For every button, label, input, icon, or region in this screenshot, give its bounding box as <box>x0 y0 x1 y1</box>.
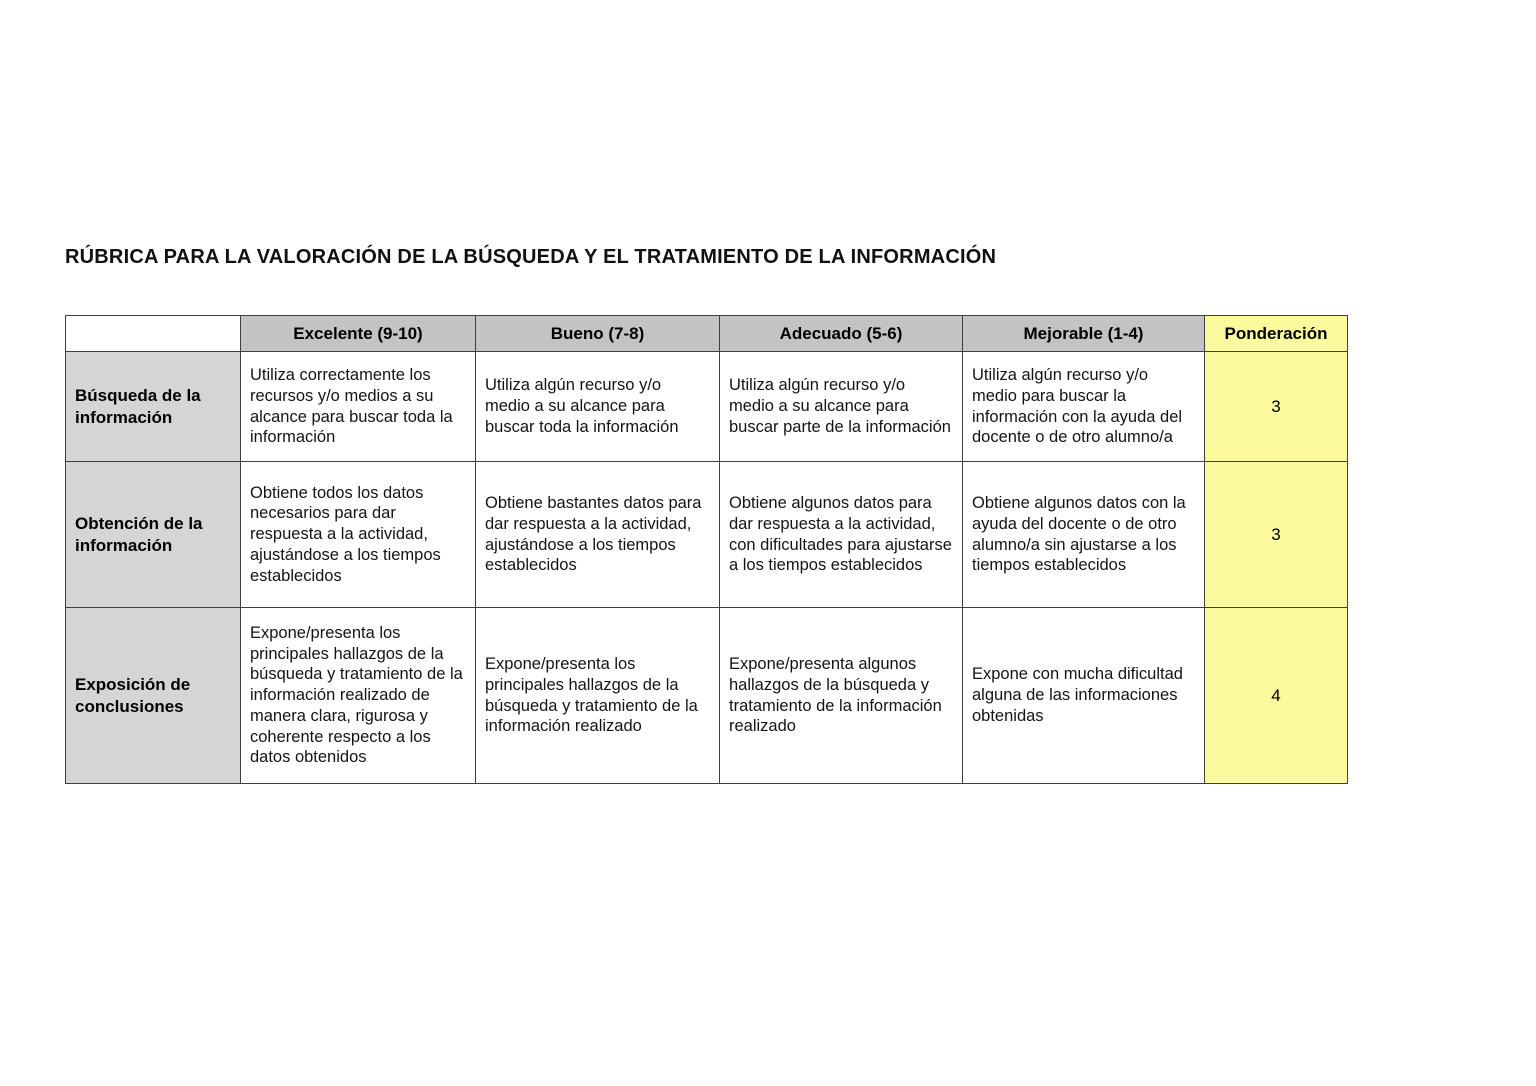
cell-obtencion-excelente: Obtiene todos los datos necesarios para dar respuesta a la actividad, ajustándose a los tiempos establecidos <box>241 462 476 608</box>
column-header-excelente: Excelente (9-10) <box>241 316 476 352</box>
cell-busqueda-mejorable: Utiliza algún recurso y/o medio para buscar la información con la ayuda del docente o de otro alumno/a <box>963 352 1205 462</box>
cell-busqueda-ponderacion: 3 <box>1205 352 1348 462</box>
cell-busqueda-bueno: Utiliza algún recurso y/o medio a su alcance para buscar toda la información <box>476 352 720 462</box>
cell-busqueda-excelente: Utiliza correctamente los recursos y/o medios a su alcance para buscar toda la información <box>241 352 476 462</box>
column-header-adecuado: Adecuado (5-6) <box>720 316 963 352</box>
cell-exposicion-excelente: Expone/presenta los principales hallazgos de la búsqueda y tratamiento de la información realizado de manera clara, rigurosa y coherente respecto a los datos obtenidos <box>241 608 476 784</box>
header-row <box>66 316 1348 352</box>
cell-obtencion-bueno: Obtiene bastantes datos para dar respuesta a la actividad, ajustándose a los tiempos establecidos <box>476 462 720 608</box>
table-row-obtencion <box>66 462 1348 608</box>
cell-exposicion-bueno: Expone/presenta los principales hallazgos de la búsqueda y tratamiento de la información realizado <box>476 608 720 784</box>
cell-exposicion-ponderacion: 4 <box>1205 608 1348 784</box>
column-header-bueno: Bueno (7-8) <box>476 316 720 352</box>
cell-busqueda-adecuado: Utiliza algún recurso y/o medio a su alcance para buscar parte de la información <box>720 352 963 462</box>
column-header-mejorable: Mejorable (1-4) <box>963 316 1205 352</box>
table-row-exposicion <box>66 608 1348 784</box>
cell-exposicion-mejorable: Expone con mucha dificultad alguna de las informaciones obtenidas <box>963 608 1205 784</box>
row-label-busqueda: Búsqueda de la información <box>66 352 241 462</box>
cell-exposicion-adecuado: Expone/presenta algunos hallazgos de la búsqueda y tratamiento de la información realizado <box>720 608 963 784</box>
row-label-obtencion: Obtención de la información <box>66 462 241 608</box>
corner-cell <box>66 316 241 352</box>
table-row-busqueda <box>66 352 1348 462</box>
cell-obtencion-adecuado: Obtiene algunos datos para dar respuesta a la actividad, con dificultades para ajustarse a los tiempos establecidos <box>720 462 963 608</box>
row-label-exposicion: Exposición de conclusiones <box>66 608 241 784</box>
rubric-table <box>65 315 1348 784</box>
cell-obtencion-ponderacion: 3 <box>1205 462 1348 608</box>
column-header-ponderacion: Ponderación <box>1205 316 1348 352</box>
page-title: RÚBRICA PARA LA VALORACIÓN DE LA BÚSQUEDA Y EL TRATAMIENTO DE LA INFORMACIÓN <box>65 246 997 268</box>
cell-obtencion-mejorable: Obtiene algunos datos con la ayuda del docente o de otro alumno/a sin ajustarse a los tiempos establecidos <box>963 462 1205 608</box>
